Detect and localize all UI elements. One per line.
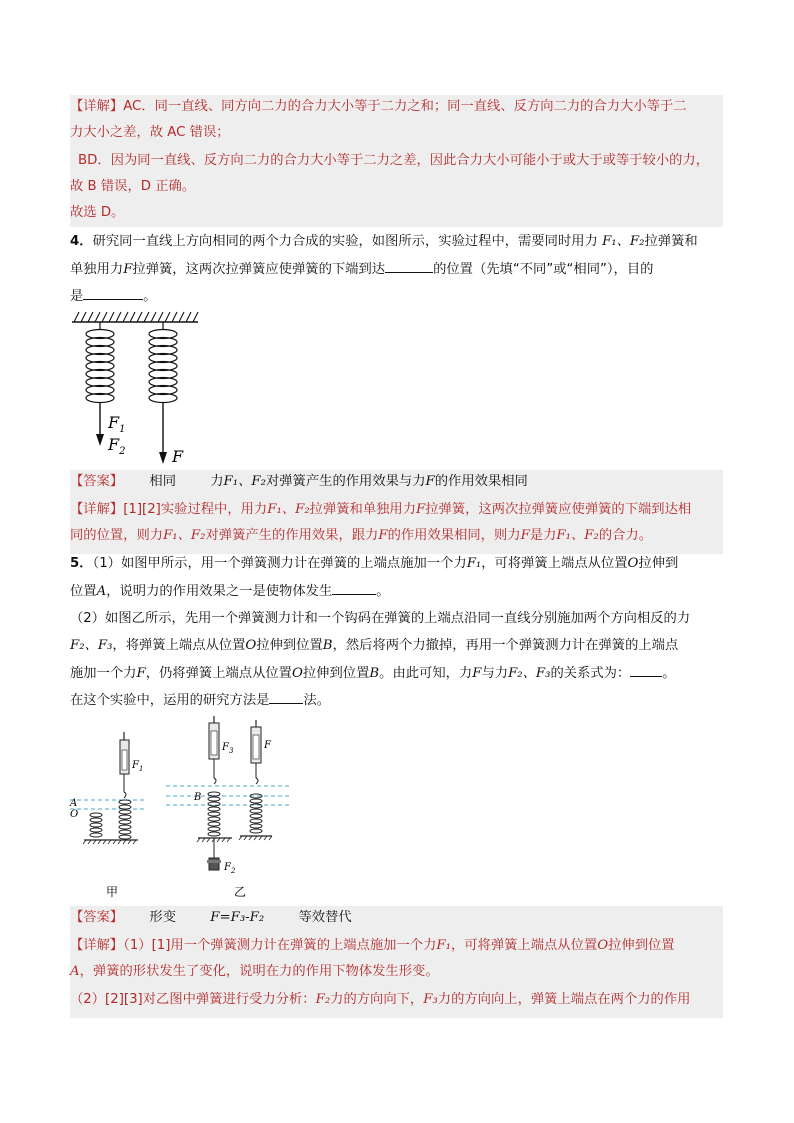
label-f1: $F_1$ (108, 413, 126, 435)
detail1-line3: BD．因为同一直线、反方向二力的合力大小等于二力之差，因此合力大小可能小于或大于或等于较小的力， (78, 153, 710, 168)
answer5-line: 【答案】 形变 F=F₃-F₂ 等效替代 (70, 910, 352, 925)
q4-spring-figure (70, 310, 210, 470)
detail1-line5: 故选 D。 (70, 205, 125, 220)
label-f: F (172, 447, 184, 466)
label-B: B (194, 792, 202, 803)
detail4-line1: 【详解】[1][2]实验过程中，用力F₁、F₂拉弹簧和单独用力F拉弹簧，这两次拉弹簧应使弹簧的下端到达相 (70, 502, 692, 517)
spring-meter-f1 (120, 732, 129, 798)
label-jia: 甲 (106, 885, 119, 899)
label-F2: $F_2$ (224, 862, 236, 875)
answer-blank[interactable] (385, 258, 433, 273)
q4-line3: 是 。 (70, 285, 157, 308)
label-jia-F1: $F_1$ (132, 760, 144, 773)
spring-left (86, 322, 114, 403)
label-A: A (70, 798, 78, 809)
arrow-f1-f2 (96, 402, 104, 446)
q5-spring-figure (68, 716, 308, 901)
detail1-line4: 故 B 错误，D 正确。 (70, 179, 196, 194)
detail5-line3: （2）[2][3]对乙图中弹簧进行受力分析：F₂力的方向向下，F₃力的方向向上，弹簧上端点在两个力的作用 (70, 992, 691, 1007)
spring-right (149, 322, 177, 403)
detail1-line2: 力大小之差，故 AC 错误； (70, 125, 230, 140)
answer-blank[interactable] (83, 285, 143, 300)
answer-blank[interactable] (332, 580, 376, 595)
label-O: O (70, 809, 79, 820)
label-f2: $F_2$ (108, 435, 126, 457)
answer-blank[interactable] (630, 662, 662, 677)
spring-meter-f (251, 720, 261, 784)
spring-meter-f3 (209, 716, 219, 784)
answer4-line: 【答案】 相同 力F₁、F₂对弹簧产生的作用效果与力F的作用效果相同 (70, 474, 528, 489)
spring-jia-rest (90, 813, 102, 837)
spring-jia-stretched (119, 800, 131, 839)
detail4-line2: 同的位置，则力F₁、F₂对弹簧产生的作用效果，跟力F的作用效果相同，则力F是力F₁、F₂的合力。 (70, 528, 652, 543)
arrow-f (159, 402, 167, 464)
q5-line3: （2）如图乙所示，先用一个弹簧测力计和一个钩码在弹簧的上端点沿同一直线分别施加两个方向相反的力 (70, 611, 691, 626)
detail1-line1: 【详解】AC．同一直线、同方向二力的合力大小等于二力之和；同一直线、反方向二力的合力大小等于二 (70, 99, 687, 114)
spring-yi-left (208, 792, 220, 836)
detail5-line2: A，弹簧的形状发生了变化，说明在力的作用下物体发生形变。 (70, 964, 439, 979)
q5-line4: F₂、F₃，将弹簧上端点从位置O拉伸到位置B，然后将两个力撤掉，再用一个弹簧测力计在弹簧的上端点 (70, 638, 679, 653)
q5-line5: 施加一个力F，仍将弹簧上端点从位置O拉伸到位置B。由此可知，力F与力F₂、F₃的关系式为： 。 (70, 662, 676, 685)
label-yi: 乙 (234, 885, 247, 899)
figure-yi (166, 716, 290, 899)
figure-jia (69, 732, 144, 899)
q4-line1: 4．研究同一直线上方向相同的两个力合成的实验，如图所示，实验过程中，需要同时用力 F₁、F₂拉弹簧和 (70, 234, 698, 249)
ceiling (72, 312, 198, 322)
detail5-line1: 【详解】（1）[1]用一个弹簧测力计在弹簧的上端点施加一个力F₁，可将弹簧上端点从位置O拉伸到位置 (70, 938, 675, 953)
q5-line1: 5．（1）如图甲所示，用一个弹簧测力计在弹簧的上端点施加一个力F₁，可将弹簧上端点从位置O拉伸到 (70, 556, 679, 571)
answer-blank[interactable] (269, 689, 303, 704)
spring-yi-right (250, 794, 262, 833)
q4-line2: 单独用力F拉弹簧，这两次拉弹簧应使弹簧的下端到达 的位置（先填“不同”或“相同”），目的 (70, 258, 653, 281)
label-F: F (264, 740, 271, 751)
hook-weight-f2 (207, 838, 221, 870)
q5-line6: 在这个实验中，运用的研究方法是 法。 (70, 689, 330, 712)
q5-line2: 位置A，说明力的作用效果之一是使物体发生 。 (70, 580, 390, 603)
label-F3: $F_3$ (222, 742, 234, 755)
